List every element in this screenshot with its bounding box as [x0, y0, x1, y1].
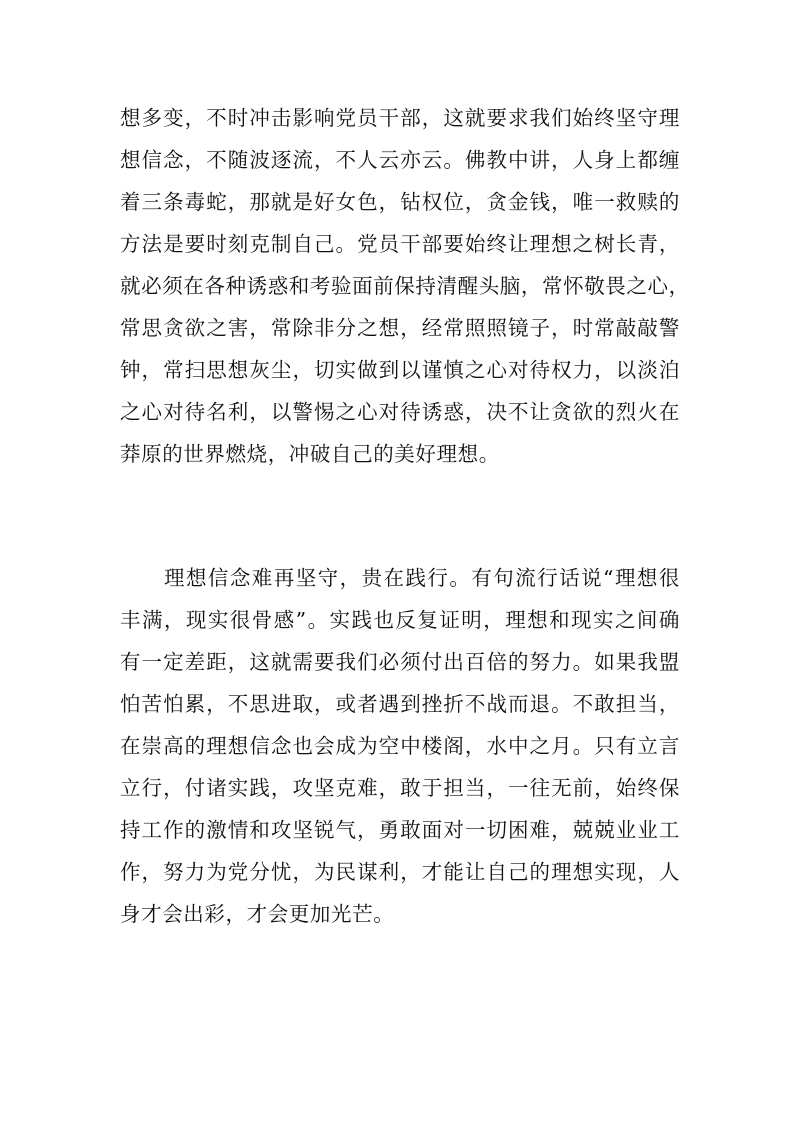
paragraph-1-line: 钟，常扫思想灰尘，切实做到以谨慎之心对待权力，以淡泊 — [120, 358, 680, 382]
paragraph-2-line: 丰满，现实很骨感”。实践也反复证明，理想和现实之间确 — [120, 608, 680, 632]
paragraph-1-line: 想信念，不随波逐流，不人云亦云。佛教中讲，人身上都缠 — [120, 148, 680, 172]
paragraph-1-line: 莽原的世界燃烧，冲破自己的美好理想。 — [120, 442, 500, 466]
paragraph-2-line: 作，努力为党分忧，为民谋利，才能让自己的理想实现，人 — [120, 860, 680, 884]
paragraph-2-line: 在崇高的理想信念也会成为空中楼阁，水中之月。只有立言 — [120, 734, 680, 758]
paragraph-2-line: 有一定差距，这就需要我们必须付出百倍的努力。如果我盟 — [120, 650, 680, 674]
paragraph-1-line: 方法是要时刻克制自己。党员干部要始终让理想之树长青， — [120, 232, 680, 256]
paragraph-1-line: 着三条毒蛇，那就是好女色，钻权位，贪金钱，唯一救赎的 — [120, 190, 680, 214]
paragraph-1-line: 之心对待名利，以警惕之心对待诱惑，决不让贪欲的烈火在 — [120, 400, 680, 424]
paragraph-1-line: 想多变，不时冲击影响党员干部，这就要求我们始终坚守理 — [120, 106, 680, 130]
paragraph-1-line: 常思贪欲之害，常除非分之想，经常照照镜子，时常敲敲警 — [120, 316, 680, 340]
paragraph-2-line: 立行，付诸实践，攻坚克难，敢于担当，一往无前，始终保 — [120, 776, 680, 800]
paragraph-2-line: 理想信念难再坚守，贵在践行。有句流行话说“理想很 — [164, 566, 680, 590]
paragraph-1-line: 就必须在各种诱惑和考验面前保持清醒头脑，常怀敬畏之心， — [120, 274, 690, 298]
paragraph-2-line: 持工作的激情和攻坚锐气，勇敢面对一切困难，兢兢业业工 — [120, 818, 680, 842]
paragraph-2-line: 身才会出彩，才会更加光芒。 — [120, 902, 395, 926]
paragraph-2-line: 怕苦怕累，不思进取，或者遇到挫折不战而退。不敢担当， — [120, 692, 680, 716]
